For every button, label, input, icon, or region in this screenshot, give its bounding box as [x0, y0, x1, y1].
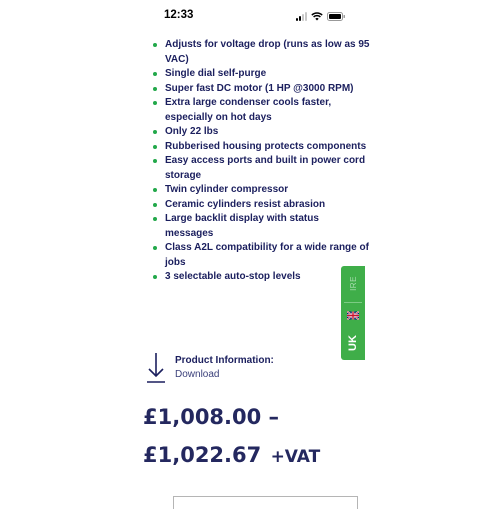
language-option-uk[interactable]: [341, 328, 365, 358]
list-item: Only 22 lbs: [150, 125, 370, 140]
list-item: Twin cylinder compressor: [150, 183, 370, 198]
list-item: Large backlit display with status messages: [150, 212, 370, 241]
download-icon[interactable]: [145, 352, 167, 384]
status-icons: [296, 9, 346, 23]
list-item: Adjusts for voltage drop (runs as low as 95 VAC): [150, 38, 370, 67]
list-item: Ceramic cylinders resist abrasion: [150, 198, 370, 213]
product-info-title: Product Information:: [175, 355, 274, 366]
list-item: Class A2L compatibility for a wide range of jobs: [150, 241, 370, 270]
quantity-input[interactable]: [173, 496, 358, 509]
price-range-start: £1,008.00 –: [143, 405, 280, 429]
list-item: Single dial self-purge: [150, 67, 370, 82]
list-item: 3 selectable auto-stop levels: [150, 270, 370, 285]
language-option-uk-label: UK: [346, 335, 359, 351]
list-item: Extra large condenser cools faster, especially on hot days: [150, 96, 370, 125]
feature-list: [150, 38, 370, 285]
status-time: 12:33: [164, 9, 194, 21]
wifi-icon: [311, 12, 323, 21]
list-item: Rubberised housing protects components: [150, 140, 370, 155]
uk-flag-icon: [347, 311, 359, 320]
list-item: Super fast DC motor (1 HP @3000 RPM): [150, 82, 370, 97]
price-range-end: £1,022.67: [143, 443, 262, 467]
list-item: Easy access ports and built in power cord storage: [150, 154, 370, 183]
vat-label: +VAT: [270, 447, 321, 467]
language-divider: [344, 302, 362, 303]
language-option-ire-label: IRE: [348, 275, 358, 291]
price-range-end-row: [143, 443, 320, 467]
download-link[interactable]: Download: [175, 369, 220, 380]
signal-icon: [296, 12, 307, 21]
battery-icon: [327, 12, 346, 21]
language-option-ire[interactable]: [341, 268, 365, 298]
product-info: [175, 354, 274, 382]
status-bar: [136, 0, 364, 30]
